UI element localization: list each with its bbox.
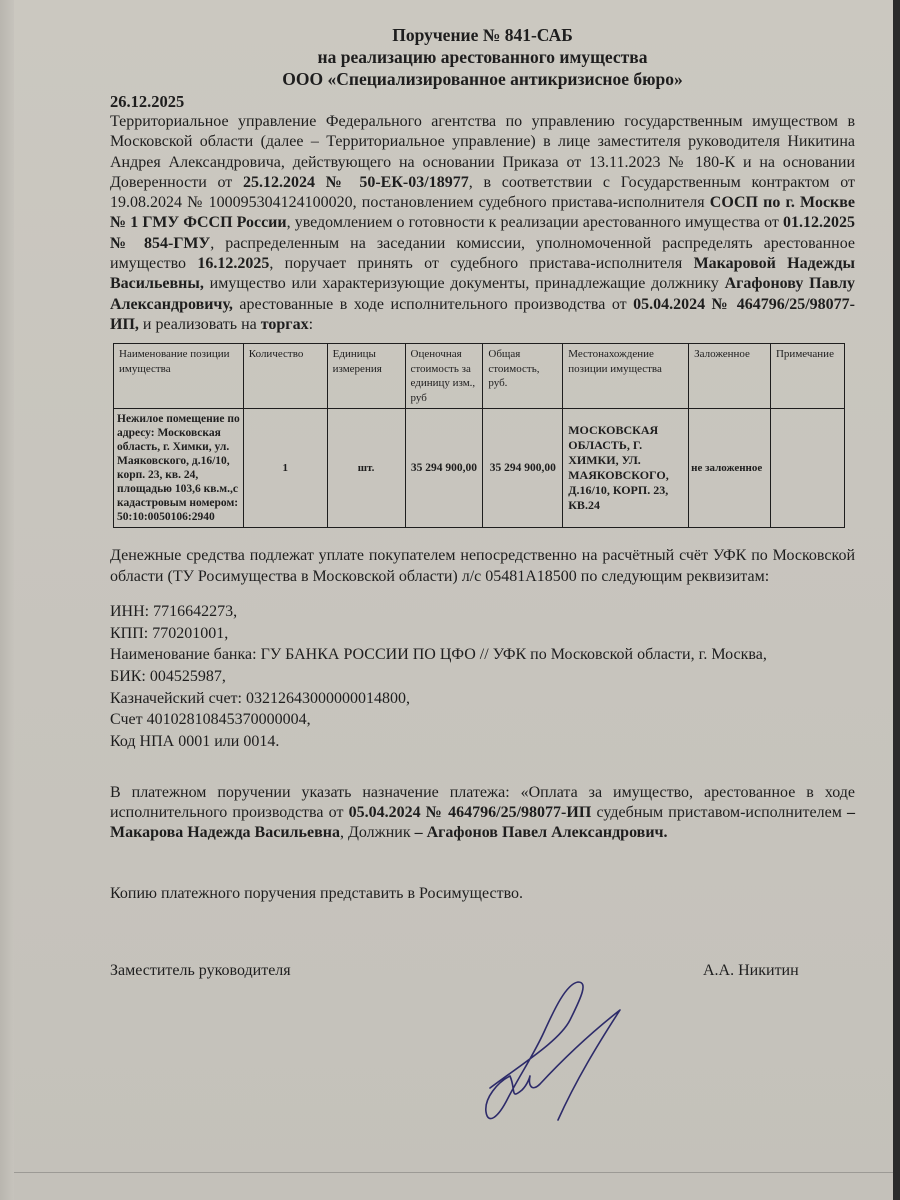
auction-word: торгах <box>260 315 309 333</box>
column-header: Количество <box>243 344 327 409</box>
requisite-bik: БИК: 004525987, <box>110 667 226 685</box>
bailiff-name: Макаровой Надежды Васильевны, <box>110 255 855 293</box>
page-edge <box>14 1172 893 1173</box>
handwritten-signature <box>470 980 640 1130</box>
document-header <box>110 24 855 90</box>
column-header: Наименование позиции имущества <box>114 344 244 409</box>
property-table <box>113 343 845 528</box>
bank-requisites <box>110 601 855 753</box>
intro-text: имущество или характеризующие документы, принадлежащие должнику <box>203 275 725 293</box>
intro-text: , уведомлением о готовности к реализации арестованного имущества от <box>286 214 784 232</box>
requisite-inn: ИНН: 7716642273, <box>110 602 238 620</box>
bailiff-name: – Макарова Надежда Васильевна <box>110 804 856 842</box>
column-header: Заложенное <box>689 344 771 409</box>
intro-text: , в соответствии с Государственным контрактом от 19.08.2024 № 100095304124100020, постановлением судебного пристава-исполнителя <box>110 173 856 212</box>
requisite-kpp: КПП: 770201001, <box>110 624 229 642</box>
column-header: Местонахождение позиции имущества <box>563 344 689 409</box>
column-header: Оценочная стоимость за единицу изм., руб <box>405 344 483 409</box>
unit-cell: шт. <box>327 409 405 528</box>
unit-price-cell: 35 294 900,00 <box>405 409 483 528</box>
debtor-name: Агафонову Павлу Александровичу, <box>110 275 856 313</box>
intro-text: , поручает принять от судебного пристава-исполнителя <box>269 255 694 273</box>
readiness-notice-ref: 01.12.2025 № 854-ГМУ <box>110 214 856 252</box>
enforcement-proceeding-ref: 05.04.2024 № 464796/25/98077-ИП <box>348 804 592 822</box>
document-content <box>110 24 855 1002</box>
order-title: Поручение № 841-САБ <box>392 25 573 45</box>
order-subtitle: на реализацию арестованного имущества <box>317 47 648 67</box>
requisite-bank-name: Наименование банка: ГУ БАНКА РОССИИ ПО ЦФО // УФК по Московской области, г. Москва, <box>110 646 767 664</box>
requisite-npa-code: Код НПА 0001 или 0014. <box>110 733 280 751</box>
debtor-name: – Агафонов Павел Александрович. <box>414 824 668 842</box>
copy-instruction: Копию платежного поручения представить в Росимущество. <box>110 884 524 902</box>
requisite-account: Счет 40102810845370000004, <box>110 711 311 729</box>
table-header-row <box>114 344 845 409</box>
payment-instructions: Денежные средства подлежат уплате покупателем непосредственно на расчётный счёт УФК по Московской области (ТУ Росимущества в Московской области) л/с 05481А18500 по следующим реквизитам: <box>110 547 855 585</box>
column-header: Примечание <box>770 344 844 409</box>
intro-text: Территориальное управление Федерального агентства по управлению государственным имуществом в Московской области (далее – Территориальное управление) в лице заместителя руководителя Никитина Андрея Александровича, действующего на основании Приказа от 13.11.2023 № 180-К и на основании Доверенности от <box>110 113 855 191</box>
intro-text: и реализовать на <box>138 315 261 333</box>
total-price-cell: 35 294 900,00 <box>483 409 563 528</box>
location-cell: МОСКОВСКАЯ ОБЛАСТЬ, Г. ХИМКИ, УЛ. МАЯКОВСКОГО, Д.16/10, КОРП. 23, КВ.24 <box>563 409 689 528</box>
bailiff-department: СОСП по г. Москве № 1 ГМУ ФССП России <box>110 194 856 232</box>
enforcement-proceeding-ref: 05.04.2024 № 464796/25/98077-ИП, <box>110 295 856 333</box>
note-cell <box>770 409 844 528</box>
power-of-attorney-ref: 25.12.2024 № 50-ЕК-03/18977 <box>243 173 469 191</box>
intro-text: : <box>308 315 314 333</box>
purpose-text: , Должник <box>339 824 415 842</box>
pledged-cell: не заложенное <box>689 409 771 528</box>
column-header: Единицы измерения <box>327 344 405 409</box>
intro-paragraph <box>110 112 855 335</box>
intro-text: , распределенным на заседании комиссии, уполномоченной распределять арестованное имущество <box>110 234 856 273</box>
table-row <box>114 409 845 528</box>
intro-text: арестованные в ходе исполнительного производства от <box>232 295 634 313</box>
quantity-cell: 1 <box>243 409 327 528</box>
purpose-text: В платежном поручении указать назначение платежа: «Оплата за имущество, арестованное в ходе исполнительного производства от <box>110 783 855 822</box>
column-header: Общая стоимость, руб. <box>483 344 563 409</box>
organization-name: ООО «Специализированное антикризисное бюро» <box>282 69 683 89</box>
payment-purpose <box>110 783 855 844</box>
purpose-text: судебным приставом-исполнителем <box>591 804 848 822</box>
requisite-treasury-account: Казначейский счет: 03212643000000014800, <box>110 689 410 707</box>
commission-date: 16.12.2025 <box>197 255 270 273</box>
property-name-cell: Нежилое помещение по адресу: Московская область, г. Химки, ул. Маяковского, д.16/10, корп. 23, кв. 24, площадью 103,6 кв.м.,с кадастровым номером: 50:10:0050106:2940 <box>114 409 244 528</box>
signer-title: Заместитель руководителя <box>110 961 291 979</box>
document-date: 26.12.2025 <box>110 92 185 111</box>
signer-name: А.А. Никитин <box>703 961 799 979</box>
